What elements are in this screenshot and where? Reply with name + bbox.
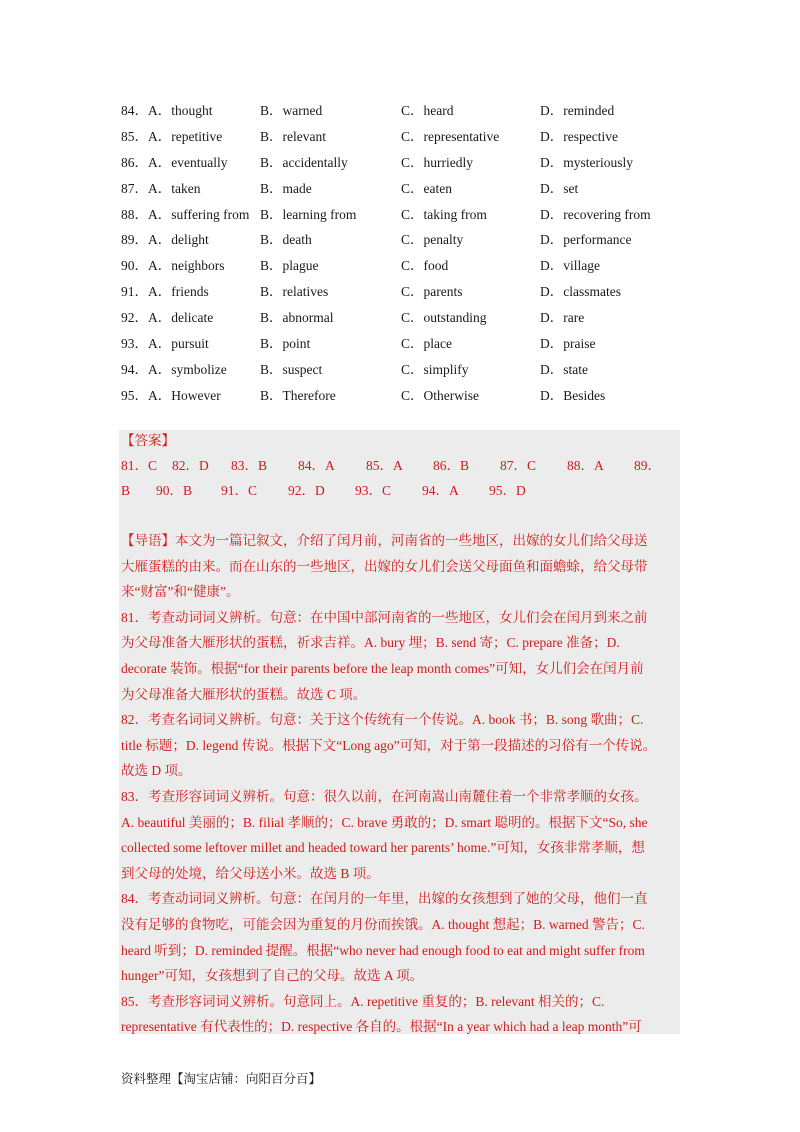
question-number: 95． bbox=[121, 387, 148, 403]
answer-key-line-2 bbox=[121, 479, 529, 503]
text-line: 没有足够的食物吃，可能会因为重复的月份而挨饿。A. thought 想起；B. warned 警告；C. bbox=[121, 916, 645, 932]
answer-item: 88．A bbox=[567, 458, 604, 473]
question-number: 88． bbox=[121, 206, 148, 222]
option-row bbox=[121, 174, 681, 200]
option-a: A．thought bbox=[148, 102, 213, 118]
option-d: D．state bbox=[540, 361, 588, 377]
answer-section bbox=[119, 430, 680, 1034]
answer-item: B bbox=[121, 483, 131, 498]
option-b: B．relevant bbox=[260, 128, 326, 144]
text-line: 到父母的处境，给父母送小米。故选 B 项。 bbox=[121, 865, 380, 881]
option-a: A．neighbors bbox=[148, 258, 225, 274]
option-a: A．taken bbox=[148, 180, 201, 196]
option-d: D．village bbox=[540, 258, 600, 274]
option-d: D．reminded bbox=[540, 102, 615, 118]
answer-item: 81．C bbox=[121, 458, 158, 473]
answer-item: 90．B bbox=[156, 483, 193, 498]
option-row bbox=[121, 277, 681, 303]
option-b: B．made bbox=[260, 180, 312, 196]
option-d: D．Besides bbox=[540, 387, 606, 403]
text-line: representative 有代表性的；D. respective 各自的。根据“In a year which had a leap month”可 bbox=[121, 1019, 642, 1035]
option-b: B．death bbox=[260, 232, 312, 248]
option-c: C．representative bbox=[401, 128, 500, 144]
option-d: D．rare bbox=[540, 310, 585, 326]
text-line: 82．考查名词词义辨析。句意：关于这个传统有一个传说。A. book 书；B. song 歌曲；C. bbox=[121, 712, 644, 728]
option-row bbox=[121, 381, 681, 407]
answer-heading: 【答案】 bbox=[121, 433, 175, 448]
intro-paragraph bbox=[121, 528, 678, 605]
question-number: 92． bbox=[121, 310, 148, 326]
option-c: C．outstanding bbox=[401, 310, 487, 326]
question-number: 90． bbox=[121, 258, 148, 274]
option-c: C．hurriedly bbox=[401, 154, 473, 170]
option-c: C．food bbox=[401, 258, 449, 274]
answer-item: 91．C bbox=[221, 483, 258, 498]
option-c: C．place bbox=[401, 335, 452, 351]
option-row bbox=[121, 355, 681, 381]
text-line: title 标题；D. legend 传说。根据下文“Long ago”可知，对于第一段描述的习俗有一个传说。 bbox=[121, 737, 657, 753]
option-b: B．point bbox=[260, 335, 311, 351]
option-a: A．friends bbox=[148, 284, 209, 300]
text-line: 为父母准备大雁形状的蛋糕，祈求吉祥。A. bury 埋；B. send 寄；C. prepare 准备；D. bbox=[121, 635, 620, 651]
option-row bbox=[121, 96, 681, 122]
text-line: 为父母准备大雁形状的蛋糕。故选 C 项。 bbox=[121, 686, 367, 702]
option-c: C．simplify bbox=[401, 361, 469, 377]
option-c: C．Otherwise bbox=[401, 387, 479, 403]
option-a: A．repetitive bbox=[148, 128, 223, 144]
option-a: A．However bbox=[148, 387, 221, 403]
option-c: C．taking from bbox=[401, 206, 487, 222]
option-row bbox=[121, 225, 681, 251]
answer-item: 82．D bbox=[172, 458, 209, 473]
text-line: hunger”可知，女孩想到了自己的父母。故选 A 项。 bbox=[121, 968, 424, 984]
option-b: B．learning from bbox=[260, 206, 357, 222]
text-line: heard 听到；D. reminded 提醒。根据“who never had enough food to eat and might suffer from bbox=[121, 942, 645, 958]
option-c: C．penalty bbox=[401, 232, 464, 248]
answer-item: 87．C bbox=[500, 458, 537, 473]
option-d: D．praise bbox=[540, 335, 596, 351]
question-number: 84． bbox=[121, 102, 148, 118]
text-line: A. beautiful 美丽的；B. filial 孝顺的；C. brave 勇敢的；D. smart 聪明的。根据下文“So, she bbox=[121, 814, 648, 830]
option-a: A．delicate bbox=[148, 310, 214, 326]
option-row bbox=[121, 303, 681, 329]
option-a: A．delight bbox=[148, 232, 209, 248]
option-row bbox=[121, 200, 681, 226]
option-a: A．symbolize bbox=[148, 361, 227, 377]
text-line: collected some leftover millet and headed toward her parents’ home.”可知，女孩非常孝顺，想 bbox=[121, 840, 645, 856]
option-c: C．heard bbox=[401, 102, 454, 118]
text-line: 83．考查形容词词义辨析。句意：很久以前，在河南嵩山南麓住着一个非常孝顺的女孩。 bbox=[121, 788, 648, 804]
text-line: 【导语】本文为一篇记叙文，介绍了闰月前，河南省的一些地区，出嫁的女儿们给父母送 bbox=[121, 533, 648, 548]
option-c: C．eaten bbox=[401, 180, 452, 196]
option-b: B．warned bbox=[260, 102, 323, 118]
answer-item: 86．B bbox=[433, 458, 470, 473]
question-number: 94． bbox=[121, 361, 148, 377]
option-d: D．performance bbox=[540, 232, 632, 248]
answer-item: 94．A bbox=[422, 483, 459, 498]
text-line: 85．考查形容词词义辨析。句意同上。A. repetitive 重复的；B. relevant 相关的；C. bbox=[121, 993, 605, 1009]
option-row bbox=[121, 122, 681, 148]
explanation-paragraph bbox=[121, 989, 678, 1040]
text-line: decorate 装饰。根据“for their parents before the leap month comes”可知，女儿们会在闰月前 bbox=[121, 660, 644, 676]
explanation-paragraph bbox=[121, 784, 678, 886]
text-line: 来“财富”和“健康”。 bbox=[121, 584, 240, 600]
option-d: D．recovering from bbox=[540, 206, 651, 222]
question-number: 85． bbox=[121, 128, 148, 144]
answer-item: 85．A bbox=[366, 458, 403, 473]
option-b: B．accidentally bbox=[260, 154, 348, 170]
answer-item: 84．A bbox=[298, 458, 335, 473]
answer-item: 83．B bbox=[231, 458, 268, 473]
question-number: 86． bbox=[121, 154, 148, 170]
option-a: A．eventually bbox=[148, 154, 228, 170]
option-d: D．set bbox=[540, 180, 579, 196]
option-d: D．respective bbox=[540, 128, 618, 144]
option-row bbox=[121, 251, 681, 277]
option-c: C．parents bbox=[401, 284, 463, 300]
answer-item: 89． bbox=[634, 458, 661, 473]
text-line: 故选 D 项。 bbox=[121, 763, 192, 779]
option-a: A．pursuit bbox=[148, 335, 209, 351]
question-number: 87． bbox=[121, 180, 148, 196]
option-d: D．mysteriously bbox=[540, 154, 633, 170]
question-number: 89． bbox=[121, 232, 148, 248]
footer-source: 资料整理【淘宝店铺：向阳百分百】 bbox=[121, 1072, 322, 1086]
answer-key-line-1 bbox=[121, 454, 661, 478]
explanation-paragraph bbox=[121, 707, 678, 784]
explanation-paragraph bbox=[121, 886, 678, 988]
option-a: A．suffering from bbox=[148, 206, 250, 222]
option-b: B．plague bbox=[260, 258, 319, 274]
answer-item: 93．C bbox=[355, 483, 392, 498]
option-b: B．abnormal bbox=[260, 310, 334, 326]
option-row bbox=[121, 148, 681, 174]
option-row bbox=[121, 329, 681, 355]
text-line: 大雁蛋糕的由来。而在山东的一些地区，出嫁的女儿们会送父母面鱼和面蟾蜍，给父母带 bbox=[121, 558, 648, 574]
option-d: D．classmates bbox=[540, 284, 621, 300]
answer-item: 92．D bbox=[288, 483, 325, 498]
question-number: 91． bbox=[121, 284, 148, 300]
option-b: B．suspect bbox=[260, 361, 323, 377]
text-line: 81．考查动词词义辨析。句意：在中国中部河南省的一些地区，女儿们会在闰月到来之前 bbox=[121, 609, 648, 625]
option-b: B．relatives bbox=[260, 284, 329, 300]
option-b: B．Therefore bbox=[260, 387, 336, 403]
explanation-paragraph bbox=[121, 605, 678, 707]
text-line: 84．考查动词词义辨析。句意：在闰月的一年里，出嫁的女孩想到了她的父母，他们一直 bbox=[121, 891, 648, 907]
options-table bbox=[121, 96, 681, 407]
question-number: 93． bbox=[121, 335, 148, 351]
explanations bbox=[121, 528, 678, 1040]
answer-item: 95．D bbox=[489, 483, 526, 498]
